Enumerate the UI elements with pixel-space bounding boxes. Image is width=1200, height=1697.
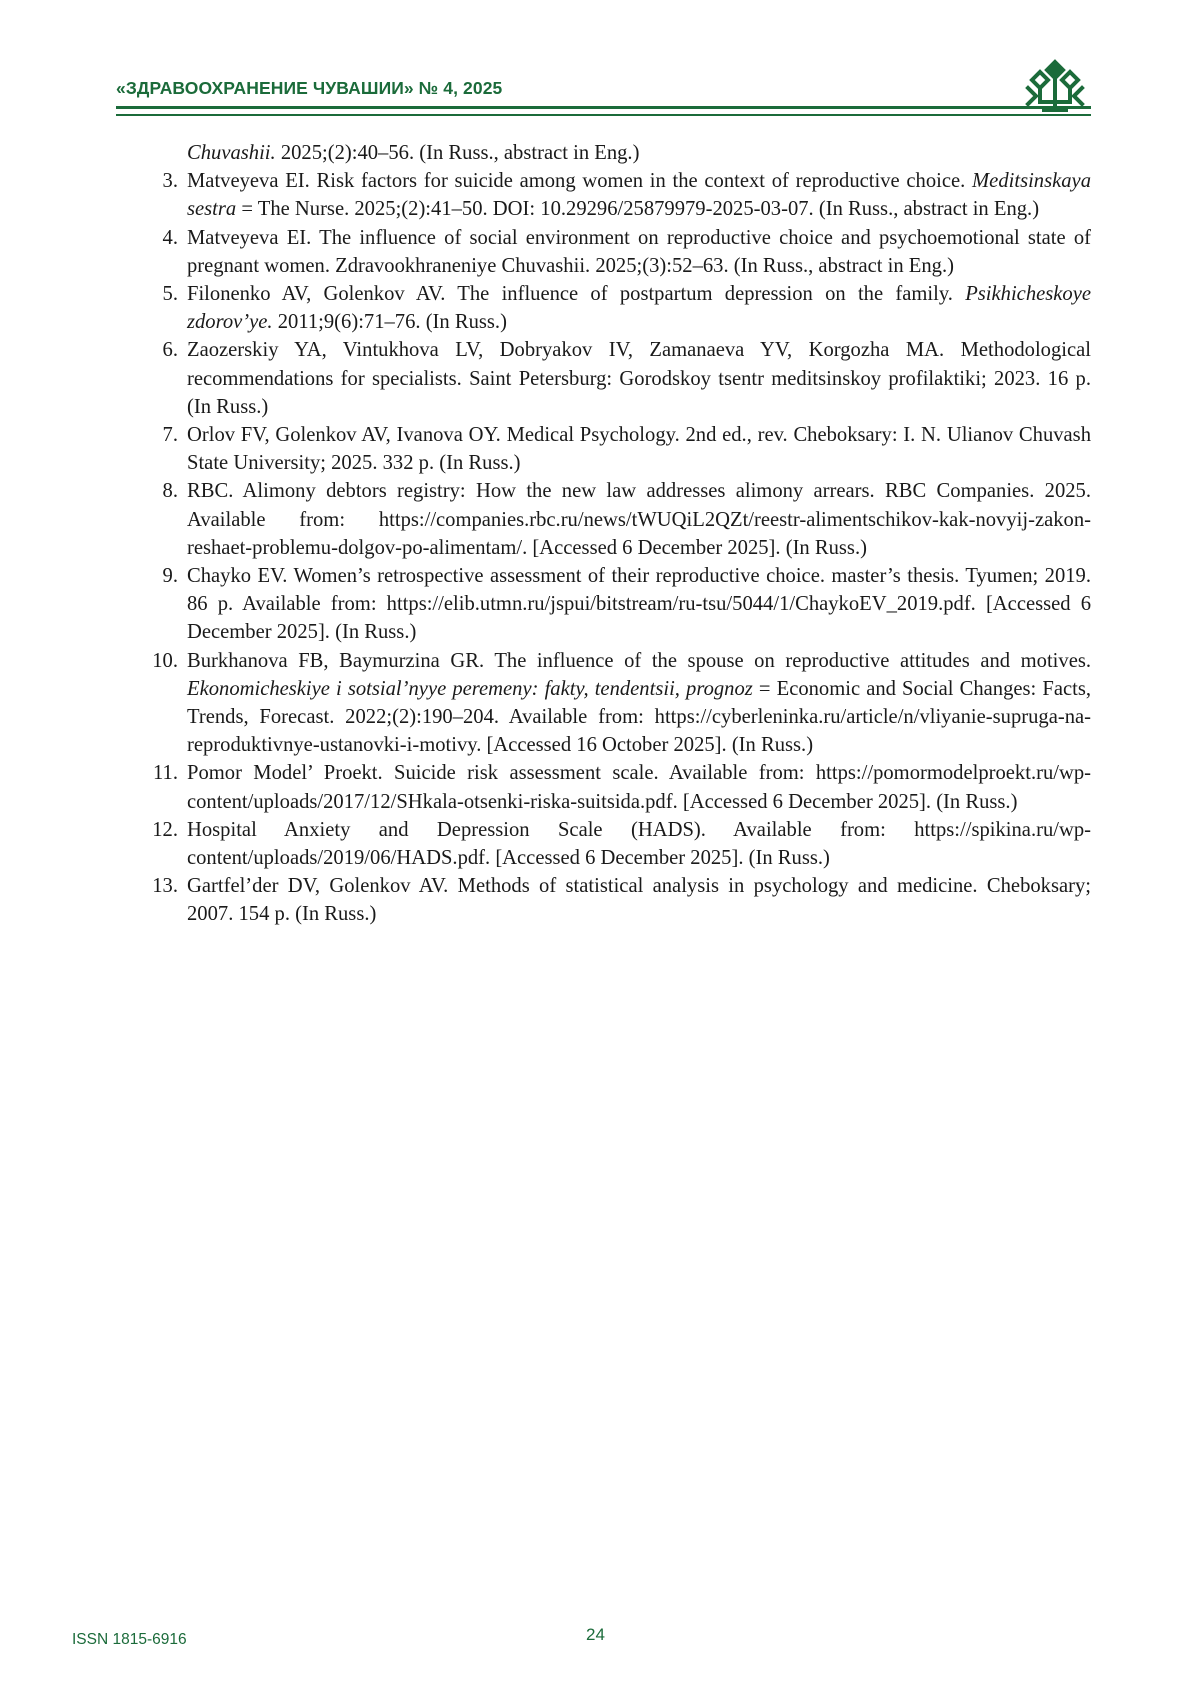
header-rule-thin — [116, 114, 1091, 116]
reference-text — [187, 562, 1091, 647]
reference-item — [148, 421, 1091, 477]
reference-text-segment: Chayko EV. Women’s retrospective assessment of their reproductive choice. master’s thesis. Tyumen; 2019. 86 p. Available from: https://elib.utmn.ru/jspui/bitstream/ru-tsu/5044/1/ChaykoEV_2019.pdf. [Accessed 6 December 2025]. (In Russ.) — [187, 565, 1091, 644]
reference-text — [187, 167, 1091, 223]
reference-number: 5. — [162, 283, 178, 306]
reference-number: 8. — [162, 480, 178, 503]
reference-text-segment: = The Nurse. 2025;(2):41–50. DOI: 10.29296/25879979-2025-03-07. (In Russ., abstract in Eng.) — [236, 198, 1040, 221]
reference-text — [187, 139, 1091, 167]
reference-text — [187, 816, 1091, 872]
reference-text — [187, 336, 1091, 421]
reference-number: 9. — [162, 565, 178, 588]
page-number: 24 — [586, 1625, 605, 1644]
reference-text — [187, 759, 1091, 815]
reference-text-segment: Filonenko AV, Golenkov AV. The influence of postpartum depression on the family. — [187, 283, 966, 306]
reference-text-segment: 2025;(2):40–56. (In Russ., abstract in Eng.) — [275, 142, 640, 164]
reference-text-segment: Gartfel’der DV, Golenkov AV. Methods of statistical analysis in psychology and medicine. Cheboksary; 2007. 154 p. (In Russ.) — [187, 875, 1091, 926]
references-list — [148, 139, 1091, 929]
reference-item — [148, 872, 1091, 928]
reference-number: 13. — [152, 875, 178, 898]
reference-item — [148, 280, 1091, 336]
reference-number: 3. — [162, 170, 178, 193]
reference-text-segment: = Economic and Social Changes: Facts, Trends, Forecast. 2022;(2):190–204. Available from: https://cyberleninka.ru/article/n/vliyanie-supruga-na-reproduktivnye-ustanovki-i-motivy. [Accessed 16 October 2025]. (In Russ.) — [187, 677, 1091, 757]
reference-text — [187, 224, 1091, 280]
reference-number: 7. — [162, 424, 178, 447]
reference-item — [148, 224, 1091, 280]
reference-item — [148, 816, 1091, 872]
reference-number: 4. — [162, 226, 178, 249]
reference-text-segment: Matveyeva EI. Risk factors for suicide among women in the context of reproductive choice. — [187, 170, 973, 193]
reference-number: 12. — [152, 818, 178, 841]
reference-item — [148, 477, 1091, 562]
header-rule-thick — [116, 106, 1091, 109]
reference-text — [187, 280, 1091, 336]
footer-issn: ISSN 1815-6916 — [72, 1631, 187, 1648]
reference-text-segment: Zaozerskiy YA, Vintukhova LV, Dobryakov IV, Zamanaeva YV, Korgozha MA. Methodological recommendations for specialists. Saint Petersburg: Gorodskoy tsentr meditsinskoy profilaktiki; 2023. 16 p. (In Russ.) — [187, 339, 1091, 418]
reference-text — [187, 647, 1091, 760]
reference-text-segment: 2011;9(6):71–76. (In Russ.) — [272, 311, 507, 334]
reference-item — [148, 562, 1091, 647]
reference-text-segment: Burkhanova FB, Baymurzina GR. The influence of the spouse on reproductive attitudes and motives. — [187, 649, 1091, 672]
reference-text — [187, 421, 1091, 477]
reference-text-segment: RBC. Alimony debtors registry: How the new law addresses alimony arrears. RBC Companies. 2025. Available from: https://companies.rbc.ru/news/tWUQiL2QZt/reestr-alimentschikov-kak-novyij-zakon-reshaet-problemu-dolgov-po-alimentam/. [Accessed 6 December 2025]. (In Russ.) — [187, 480, 1091, 559]
reference-italic-title: Chuvashii. — [187, 142, 276, 164]
reference-text — [187, 872, 1091, 928]
reference-item — [148, 167, 1091, 223]
reference-item — [148, 647, 1091, 760]
reference-item — [148, 759, 1091, 815]
journal-header-title: «ЗДРАВООХРАНЕНИЕ ЧУВАШИИ» № 4, 2025 — [116, 78, 503, 98]
reference-item — [148, 336, 1091, 421]
reference-italic-title: Ekonomicheskiye i sotsial’nyye peremeny: fakty, tendentsii, prognoz — [187, 677, 753, 700]
reference-text-segment: Matveyeva EI. The influence of social environment on reproductive choice and psychoemotional state of pregnant women. Zdravookhraneniye Chuvashii. 2025;(3):52–63. (In Russ., abstract in Eng.) — [187, 226, 1091, 277]
reference-text-segment: Pomor Model’ Proekt. Suicide risk assessment scale. Available from: https://pomormodelproekt.ru/wp-content/uploads/2017/12/SHkala-otsenki-riska-suitsida.pdf. [Accessed 6 December 2025]. (In Russ.) — [187, 762, 1091, 813]
reference-number: 10. — [152, 649, 178, 672]
reference-italic-title: Psikhicheskoye zdorov’ye. — [187, 283, 1091, 334]
reference-item — [148, 139, 1091, 167]
reference-italic-title: Meditsinskaya sestra — [187, 170, 1091, 221]
reference-text-segment: Hospital Anxiety and Depression Scale (HADS). Available from: https://spikina.ru/wp-content/uploads/2019/06/HADS.pdf. [Accessed 6 December 2025]. (In Russ.) — [187, 818, 1091, 870]
reference-number: 11. — [153, 762, 178, 785]
reference-number: 6. — [162, 339, 178, 362]
reference-text — [187, 477, 1091, 562]
reference-text-segment: Orlov FV, Golenkov AV, Ivanova OY. Medical Psychology. 2nd ed., rev. Cheboksary: I. N. Ulianov Chuvash State University; 2025. 332 p. (In Russ.) — [187, 424, 1091, 475]
